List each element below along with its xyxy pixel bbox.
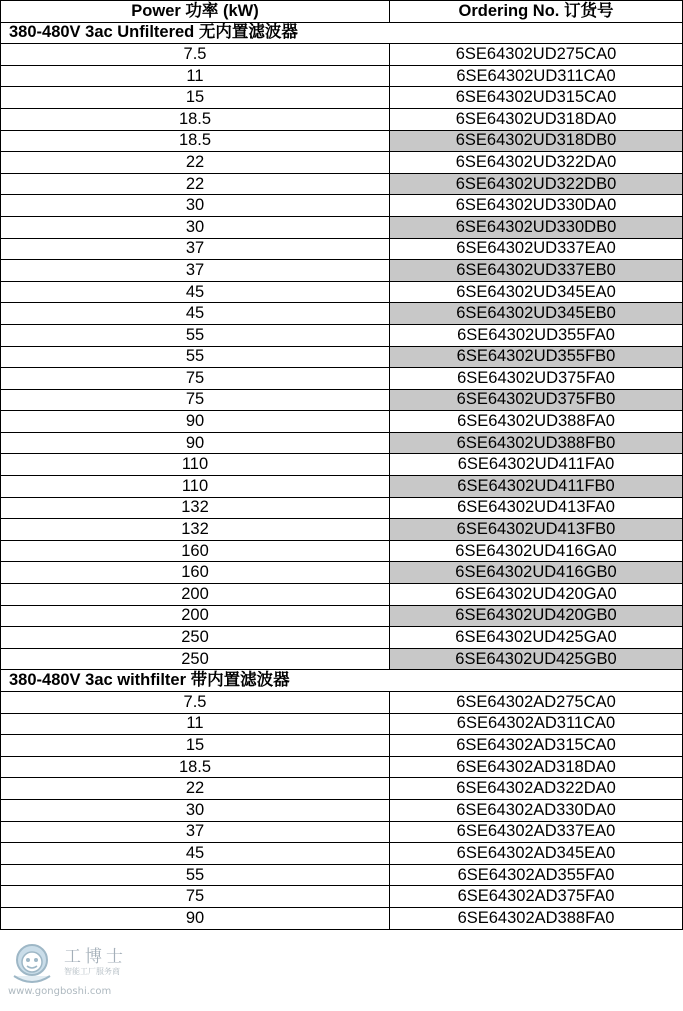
power-cell: 15 [1,87,390,109]
table-row [1,281,683,303]
power-cell: 132 [1,519,390,541]
power-cell: 55 [1,864,390,886]
table-row [1,346,683,368]
table-row [1,173,683,195]
section-title: 380-480V 3ac withfilter 带内置滤波器 [1,670,683,692]
power-cell: 55 [1,346,390,368]
table-row [1,432,683,454]
ordering-number-cell: 6SE64302UD311CA0 [390,65,683,87]
power-cell: 30 [1,216,390,238]
table-row [1,87,683,109]
table-row [1,821,683,843]
power-cell: 110 [1,476,390,498]
table-row [1,454,683,476]
ordering-number-cell: 6SE64302UD375FB0 [390,389,683,411]
power-cell: 37 [1,238,390,260]
ordering-number-cell: 6SE64302AD355FA0 [390,864,683,886]
table-row [1,778,683,800]
ordering-number-cell: 6SE64302UD322DA0 [390,152,683,174]
power-cell: 75 [1,368,390,390]
table-row [1,519,683,541]
table-row [1,627,683,649]
ordering-number-cell: 6SE64302AD330DA0 [390,799,683,821]
ordering-number-cell: 6SE64302UD411FB0 [390,476,683,498]
table-row [1,65,683,87]
table-row [1,411,683,433]
watermark-site: www.gongboshi.com [8,986,112,997]
power-cell: 250 [1,627,390,649]
table-row [1,713,683,735]
ordering-number-cell: 6SE64302AD311CA0 [390,713,683,735]
power-cell: 11 [1,713,390,735]
ordering-number-cell: 6SE64302UD318DA0 [390,108,683,130]
table-row [1,44,683,66]
ordering-number-cell: 6SE64302UD388FB0 [390,432,683,454]
table-row [1,864,683,886]
ordering-number-cell: 6SE64302UD337EA0 [390,238,683,260]
ordering-number-cell: 6SE64302UD330DB0 [390,216,683,238]
power-cell: 37 [1,821,390,843]
ordering-number-cell: 6SE64302UD420GA0 [390,584,683,606]
power-cell: 22 [1,152,390,174]
power-cell: 7.5 [1,692,390,714]
power-cell: 160 [1,562,390,584]
ordering-number-cell: 6SE64302UD355FB0 [390,346,683,368]
power-cell: 45 [1,303,390,325]
ordering-number-cell: 6SE64302UD337EB0 [390,260,683,282]
section-row [1,670,683,692]
power-cell: 22 [1,778,390,800]
table-row [1,195,683,217]
power-cell: 18.5 [1,756,390,778]
power-cell: 90 [1,432,390,454]
ordering-number-cell: 6SE64302AD375FA0 [390,886,683,908]
section-title: 380-480V 3ac Unfiltered 无内置滤波器 [1,22,683,44]
ordering-number-cell: 6SE64302AD275CA0 [390,692,683,714]
ordering-number-cell: 6SE64302UD388FA0 [390,411,683,433]
ordering-number-cell: 6SE64302UD318DB0 [390,130,683,152]
power-cell: 45 [1,281,390,303]
table-row [1,540,683,562]
ordering-number-cell: 6SE64302UD416GA0 [390,540,683,562]
power-cell: 37 [1,260,390,282]
ordering-number-cell: 6SE64302AD388FA0 [390,907,683,929]
ordering-number-cell: 6SE64302UD425GA0 [390,627,683,649]
ordering-number-cell: 6SE64302AD337EA0 [390,821,683,843]
ordering-number-cell: 6SE64302UD322DB0 [390,173,683,195]
ordering-number-cell: 6SE64302AD345EA0 [390,843,683,865]
table-row [1,324,683,346]
table-row [1,238,683,260]
watermark-brand: 工博士 [64,947,127,967]
table-row [1,843,683,865]
power-cell: 200 [1,605,390,627]
table-row [1,389,683,411]
power-cell: 18.5 [1,130,390,152]
ordering-number-cell: 6SE64302AD322DA0 [390,778,683,800]
mascot-icon [8,940,58,986]
ordering-number-cell: 6SE64302UD411FA0 [390,454,683,476]
power-cell: 110 [1,454,390,476]
ordering-number-cell: 6SE64302UD413FA0 [390,497,683,519]
ordering-number-cell: 6SE64302UD345EB0 [390,303,683,325]
ordering-number-cell: 6SE64302UD420GB0 [390,605,683,627]
power-cell: 75 [1,389,390,411]
table-row [1,368,683,390]
ordering-number-cell: 6SE64302UD413FB0 [390,519,683,541]
power-cell: 132 [1,497,390,519]
header-row [1,1,683,23]
ordering-number-cell: 6SE64302UD425GB0 [390,648,683,670]
table-row [1,886,683,908]
power-cell: 30 [1,195,390,217]
power-cell: 45 [1,843,390,865]
ordering-number-cell: 6SE64302AD318DA0 [390,756,683,778]
table-body [1,22,683,929]
table-row [1,756,683,778]
table-row [1,799,683,821]
watermark-logo [8,938,148,1004]
ordering-number-cell: 6SE64302UD275CA0 [390,44,683,66]
ordering-number-cell: 6SE64302UD330DA0 [390,195,683,217]
power-cell: 55 [1,324,390,346]
table-row [1,108,683,130]
power-cell: 90 [1,411,390,433]
ordering-number-cell: 6SE64302UD345EA0 [390,281,683,303]
power-column-header: Power 功率 (kW) [1,1,390,23]
table-row [1,476,683,498]
ordering-number-cell: 6SE64302UD355FA0 [390,324,683,346]
table-row [1,216,683,238]
table-row [1,303,683,325]
ordering-number-cell: 6SE64302UD375FA0 [390,368,683,390]
power-cell: 75 [1,886,390,908]
watermark-tagline: 智能工厂服务商 [64,967,120,976]
table-row [1,260,683,282]
table-row [1,605,683,627]
power-cell: 250 [1,648,390,670]
table-row [1,584,683,606]
ordering-number-cell: 6SE64302UD416GB0 [390,562,683,584]
power-cell: 7.5 [1,44,390,66]
table-row [1,497,683,519]
table-row [1,648,683,670]
table-row [1,130,683,152]
power-cell: 30 [1,799,390,821]
power-cell: 200 [1,584,390,606]
table-row [1,562,683,584]
ordering-column-header: Ordering No. 订货号 [390,1,683,23]
table-row [1,907,683,929]
table-row [1,735,683,757]
table-row [1,152,683,174]
power-cell: 11 [1,65,390,87]
power-cell: 15 [1,735,390,757]
power-cell: 90 [1,907,390,929]
power-cell: 22 [1,173,390,195]
ordering-number-cell: 6SE64302UD315CA0 [390,87,683,109]
power-cell: 160 [1,540,390,562]
table-row [1,692,683,714]
ordering-number-cell: 6SE64302AD315CA0 [390,735,683,757]
section-row [1,22,683,44]
power-cell: 18.5 [1,108,390,130]
